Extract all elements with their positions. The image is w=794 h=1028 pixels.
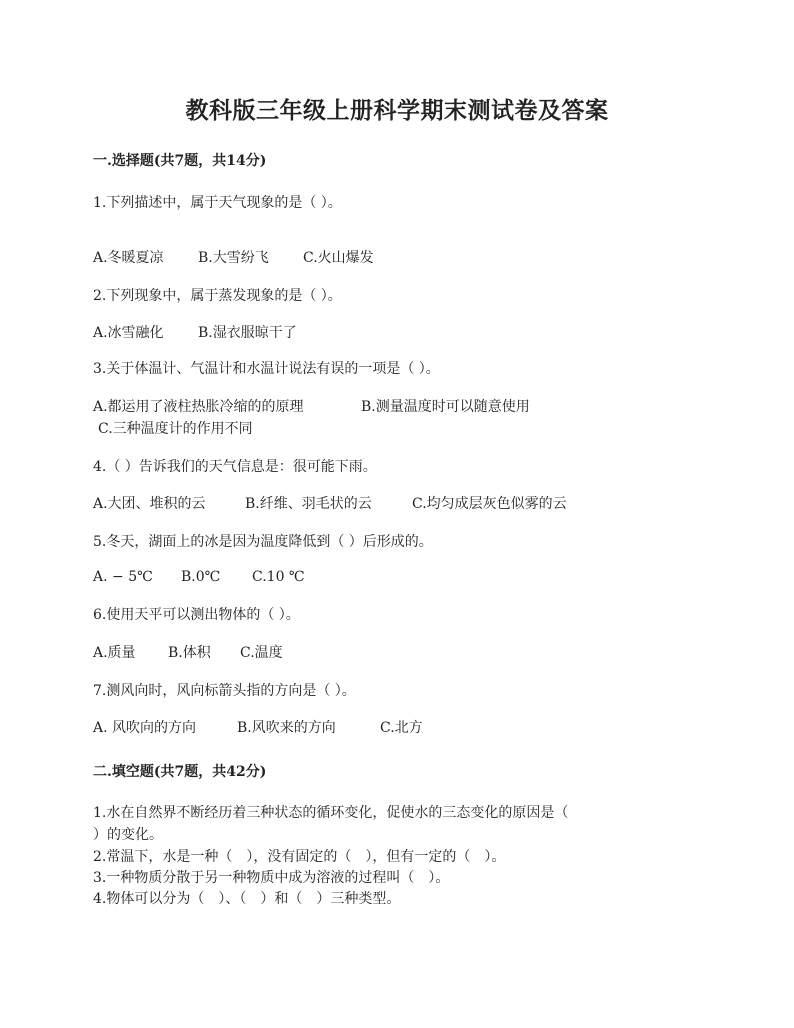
- q6-option-b: B.体积: [168, 645, 211, 661]
- q7-option-a: A. 风吹向的方向: [93, 720, 197, 736]
- q1-option-a: A.冬暖夏凉: [93, 250, 164, 266]
- fill-question-2: 2.常温下，水是一种（ ），没有固定的（ ），但有一定的（ ）。: [93, 849, 506, 865]
- question-1: 1.下列描述中，属于天气现象的是（ ）。: [93, 195, 342, 211]
- section-heading-choice: 一.选择题(共7题，共14分): [93, 153, 267, 169]
- question-6: 6.使用天平可以测出物体的（ ）。: [93, 607, 300, 623]
- question-3: 3.关于体温计、气温计和水温计说法有误的一项是（ ）。: [93, 361, 440, 377]
- q5-option-b: B.0℃: [181, 569, 221, 585]
- section-heading-fill: 二.填空题(共7题，共42分): [93, 764, 267, 780]
- fill-question-1-line-1: 1.水在自然界不断经历着三种状态的循环变化，促使水的三态变化的原因是（: [93, 805, 569, 821]
- q4-option-c: C.均匀成层灰色似雾的云: [412, 496, 567, 512]
- q3-option-a: A.都运用了液柱热胀冷缩的的原理: [93, 399, 304, 415]
- fill-question-3: 3.一种物质分散于另一种物质中成为溶液的过程叫（ ）。: [93, 870, 450, 886]
- q4-option-a: A.大团、堆积的云: [93, 496, 206, 512]
- q5-option-a: A. − 5℃: [93, 569, 153, 585]
- q3-option-b: B.测量温度时可以随意使用: [361, 399, 530, 415]
- fill-question-1-line-2: ）的变化。: [93, 827, 163, 843]
- question-2: 2.下列现象中，属于蒸发现象的是（ ）。: [93, 288, 342, 304]
- q3-option-c: C.三种温度计的作用不同: [98, 421, 253, 437]
- page-title: 教科版三年级上册科学期末测试卷及答案: [185, 97, 609, 124]
- fill-question-4: 4.物体可以分为（ ）、（ ）和（ ）三种类型。: [93, 891, 401, 907]
- q1-option-c: C.火山爆发: [303, 250, 374, 266]
- q7-option-c: C.北方: [380, 720, 423, 736]
- question-4: 4.（ ）告诉我们的天气信息是：很可能下雨。: [93, 459, 377, 475]
- q7-option-b: B.风吹来的方向: [237, 720, 336, 736]
- q6-option-c: C.温度: [240, 645, 283, 661]
- q2-option-b: B.湿衣服晾干了: [198, 325, 297, 341]
- q6-option-a: A.质量: [93, 645, 136, 661]
- q5-option-c: C.10 ℃: [252, 569, 305, 585]
- q4-option-b: B.纤维、羽毛状的云: [245, 496, 372, 512]
- q2-option-a: A.冰雪融化: [93, 325, 164, 341]
- question-5: 5.冬天，湖面上的冰是因为温度降低到（ ）后形成的。: [93, 534, 433, 550]
- question-7: 7.测风向时，风向标箭头指的方向是（ ）。: [93, 683, 356, 699]
- q1-option-b: B.大雪纷飞: [198, 250, 269, 266]
